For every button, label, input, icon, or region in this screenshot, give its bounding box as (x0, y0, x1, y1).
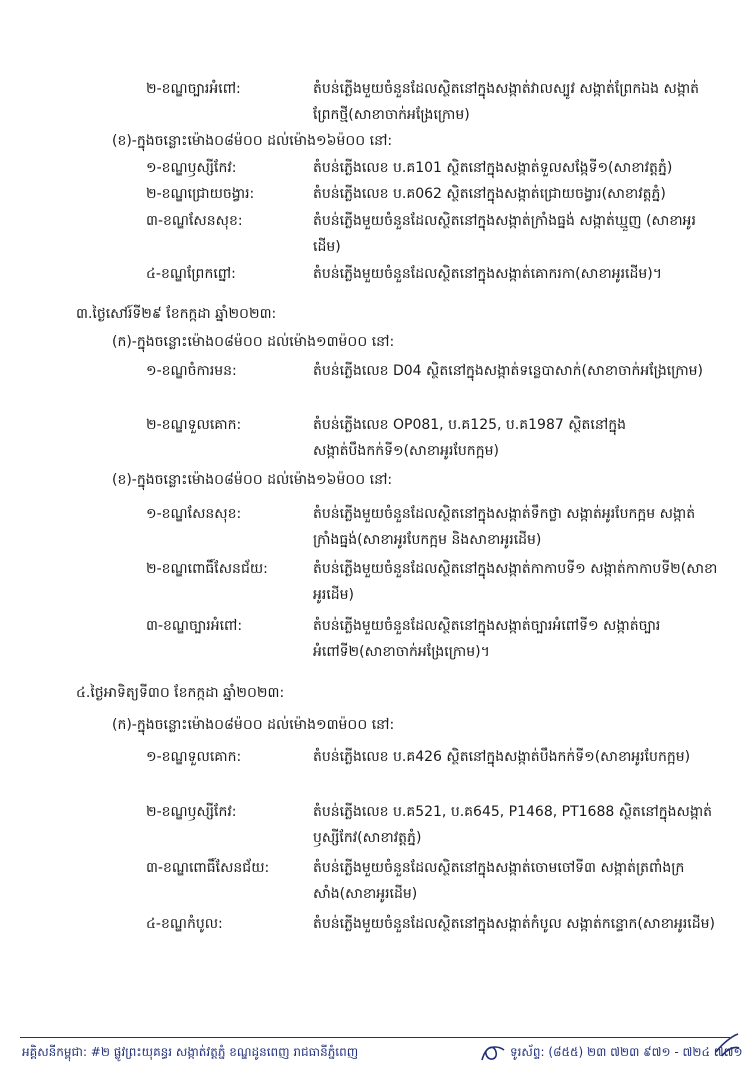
area-description: តំបន់ភ្លើងមួយចំនួនដែលស្ថិតនៅក្នុងសង្កាត់ទឹកថ្លា សង្កាត់អូរបែកក្អម សង្កាត់ក្រាំងធ្នង់(សាខាអូរបែកក្អម និងសាខាអូរដើម) (313, 506, 696, 548)
area-description: តំបន់ភ្លើងលេខ ប.គ426 ស្ថិតនៅក្នុងសង្កាត់បឹងកក់ទី១(សាខាអូរបែកក្អម) (313, 749, 691, 765)
area-description: តំបន់ភ្លើងមួយចំនួនដែលស្ថិតនៅក្នុងសង្កាត់កំបូល សង្កាត់កន្ទោក(សាខាអូរដើម) (313, 916, 715, 932)
area-description: តំបន់ភ្លើងលេខ ប.គ521, ប.គ645, P1468, PT1688 ស្ថិតនៅក្នុងសង្កាត់ឫស្សីកែវ(សាខាវត្តភ្នំ) (313, 804, 713, 846)
footer-phone: ទូរស័ព្ទ: (៨៥៥) ២៣ ៧២៣ ៩៧១ - ៧២៤ ៧៧១ (510, 1045, 743, 1059)
area-description: តំបន់ភ្លើងមួយចំនួនដែលស្ថិតនៅក្នុងសង្កាត់គោករកា(សាខាអូរដើម)។ (313, 266, 662, 282)
area-description: តំបន់ភ្លើងលេខ ប.គ101 ស្ថិតនៅក្នុងសង្កាត់ទួលសង្កែទី១(សាខាវត្តភ្នំ) (313, 160, 673, 176)
footer-divider (20, 1037, 730, 1038)
district-label: ១-ខណ្ឌចំការមន: (146, 363, 237, 379)
time-range-heading: (ខ)-ក្នុងចន្លោះម៉ោង០៨ម៉០០ ដល់ម៉ោង១៦ម៉០០ នៅ: (112, 472, 393, 488)
district-label: ៤-ខណ្ឌព្រែកព្នៅ: (146, 266, 236, 282)
area-description: តំបន់ភ្លើងមួយចំនួនដែលស្ថិតនៅក្នុងសង្កាត់ក្រាំងធ្នង់ សង្កាត់ឃ្មួញ (សាខាអូរដើម) (313, 213, 696, 255)
time-range-heading: (ក)-ក្នុងចន្លោះម៉ោង០៨ម៉០០ ដល់ម៉ោង១៣ម៉០០ នៅ: (112, 717, 395, 733)
district-label: ៣-ខណ្ឌច្បារអំពៅ: (146, 618, 243, 634)
district-label: ២-ខណ្ឌឫស្សីកែវ: (146, 804, 237, 820)
area-description: តំបន់ភ្លើងលេខ ប.គ062 ស្ថិតនៅក្នុងសង្កាត់ជ្រោយចង្វារ(សាខាវត្តភ្នំ) (313, 186, 666, 202)
area-description: តំបន់ភ្លើងមួយចំនួនដែលស្ថិតនៅក្នុងសង្កាត់ចោមចៅទី៣ សង្កាត់ត្រពាំងក្រសាំង(សាខាអូរដើម) (313, 860, 685, 902)
district-label: ២-ខណ្ឌទួលគោក: (146, 417, 242, 433)
area-description: តំបន់ភ្លើងលេខ D04 ស្ថិតនៅក្នុងសង្កាត់ទន្លេបាសាក់(សាខាចាក់អង្រែក្រោម) (313, 363, 704, 379)
time-range-heading: (ក)-ក្នុងចន្លោះម៉ោង០៨ម៉០០ ដល់ម៉ោង១៣ម៉០០ នៅ: (112, 334, 395, 350)
district-label: ១-ខណ្ឌទួលគោក: (146, 749, 242, 765)
phone-logo-icon (478, 1040, 508, 1066)
area-description: តំបន់ភ្លើងមួយចំនួនដែលស្ថិតនៅក្នុងសង្កាត់កាកាបទី១ សង្កាត់កាកាបទី២(សាខាអូរដើម) (313, 561, 718, 603)
district-label: ២-ខណ្ឌពោធិ៍សែនជ័យ: (146, 561, 268, 577)
day-heading: ៣.ថ្ងៃសៅរ៍ទី២៩ ខែកក្កដា ឆ្នាំ២០២៣: (76, 306, 277, 322)
district-label: ១-ខណ្ឌសែនសុខ: (146, 506, 242, 522)
district-label: ៤-ខណ្ឌកំបូល: (146, 916, 223, 932)
time-range-heading: (ខ)-ក្នុងចន្លោះម៉ោង០៨ម៉០០ ដល់ម៉ោង១៦ម៉០០ នៅ: (112, 133, 393, 149)
area-description: តំបន់ភ្លើងលេខ OP081, ប.គ125, ប.គ1987 ស្ថិតនៅក្នុងសង្កាត់បឹងកក់ទី១(សាខាអូរបែកក្អម) (313, 417, 626, 459)
district-label: ៣-ខណ្ឌសែនសុខ: (146, 213, 243, 229)
footer-address: អគ្គិសនីកម្ពុជា: #២ ផ្លូវព្រះយុគន្ធរ សង្កាត់វត្តភ្នំ ខណ្ឌដូនពេញ រាជធានីភ្នំពេញ (22, 1045, 359, 1059)
signature-mark-icon (712, 1030, 742, 1060)
district-label: ១-ខណ្ឌឫស្សីកែវ: (146, 160, 237, 176)
district-label: ២-ខណ្ឌជ្រោយចង្វារ: (146, 186, 255, 202)
day-heading: ៤.ថ្ងៃអាទិត្យទី៣០ ខែកក្កដា ឆ្នាំ២០២៣: (76, 685, 285, 701)
area-description: តំបន់ភ្លើងមួយចំនួនដែលស្ថិតនៅក្នុងសង្កាត់វាលស្បូវ សង្កាត់ព្រែកឯង សង្កាត់ព្រែកថ្មី(សាខាចាក់អង្រែក្រោម) (313, 81, 700, 123)
district-label: ២-ខណ្ឌច្បារអំពៅ: (146, 81, 241, 97)
district-label: ៣-ខណ្ឌពោធិ៍សែនជ័យ: (146, 860, 270, 876)
area-description: តំបន់ភ្លើងមួយចំនួនដែលស្ថិតនៅក្នុងសង្កាត់ច្បារអំពៅទី១ សង្កាត់ច្បារអំពៅទី២(សាខាចាក់អង្រែក្រោម)។ (313, 618, 661, 660)
